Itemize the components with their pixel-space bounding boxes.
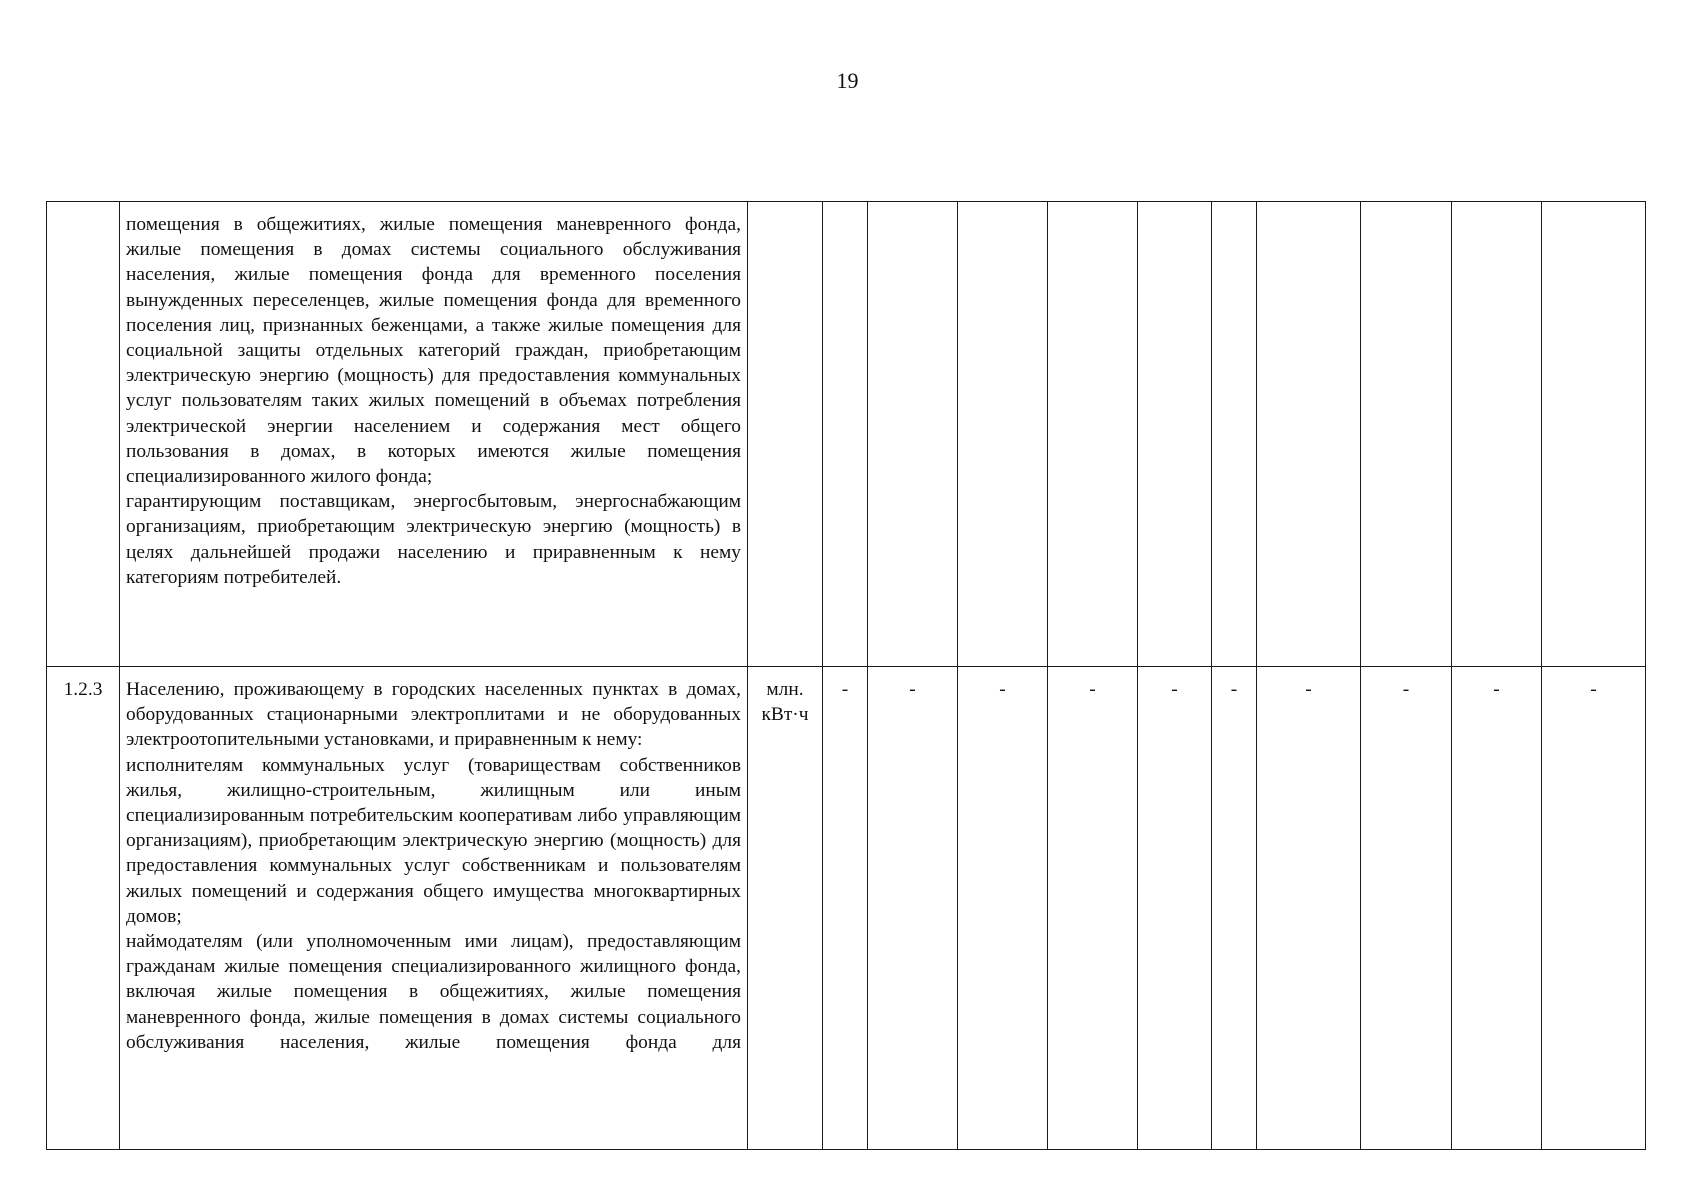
value-cell <box>1452 202 1542 667</box>
description-cell <box>120 202 748 667</box>
unit-line: кВт·ч <box>761 704 809 726</box>
value-cell: - <box>1257 667 1361 1150</box>
value-cell <box>868 202 958 667</box>
description-cell <box>120 667 748 1150</box>
unit-cell <box>748 202 823 667</box>
value-cell: - <box>1212 667 1257 1150</box>
value-cell <box>958 202 1048 667</box>
value-cell: - <box>868 667 958 1150</box>
value-cell <box>1361 202 1452 667</box>
unit-cell <box>748 667 823 1150</box>
unit-line: млн. <box>766 679 804 700</box>
value-cell <box>823 202 868 667</box>
row-number-cell: 1.2.3 <box>47 667 120 1150</box>
description-paragraph: наймодателям (или уполномоченным ими лицам), предоставляющим гражданам жилые помещения специализированного жилищного фонда, включая жилые помещения в общежитиях, жилые помещения маневренного фонда, жилые помещения в домах системы социального обслуживания населения, жилые помещения фонда для <box>126 931 741 1053</box>
description-paragraph: помещения в общежитиях, жилые помещения маневренного фонда, жилые помещения в домах системы социального обслуживания населения, жилые помещения фонда для временного поселения вынужденных переселенцев, жилые помещения фонда для временного поселения лиц, признанных беженцами, а также жилые помещения для социальной защиты отдельных категорий граждан, приобретающим электрическую энергию (мощность) для предоставления коммунальных услуг пользователям таких жилых помещений в объемах потребления электрической энергии населением и содержания мест общего пользования в домах, в которых имеются жилые помещения специализированного жилого фонда; <box>126 214 741 488</box>
description-paragraph: исполнителям коммунальных услуг (товариществам собственников жилья, жилищно-строительным, жилищным или иным специализированным потребительским кооперативам либо управляющим организациям), приобретающим электрическую энергию (мощность) для предоставления коммунальных услуг собственникам и пользователям жилых помещений и содержания общего имущества многоквартирных домов; <box>126 754 741 927</box>
value-cell <box>1138 202 1212 667</box>
value-cell: - <box>1361 667 1452 1150</box>
row-number-cell <box>47 202 120 667</box>
value-cell: - <box>958 667 1048 1150</box>
description-paragraph: Населению, проживающему в городских населенных пунктах в домах, оборудованных стационарными электроплитами и не оборудованных электроотопительными установками, и приравненным к нему: <box>126 679 741 751</box>
tariff-table <box>46 201 1646 1150</box>
table-row <box>47 202 1646 667</box>
value-cell <box>1542 202 1646 667</box>
value-cell: - <box>823 667 868 1150</box>
value-cell <box>1212 202 1257 667</box>
description-paragraph: гарантирующим поставщикам, энергосбытовым, энергоснабжающим организациям, приобретающим электрическую энергию (мощность) в целях дальнейшей продажи населению и приравненным к нему категориям потребителей. <box>126 491 741 588</box>
value-cell <box>1048 202 1138 667</box>
table-row <box>47 667 1646 1150</box>
value-cell: - <box>1048 667 1138 1150</box>
value-cell: - <box>1138 667 1212 1150</box>
value-cell: - <box>1452 667 1542 1150</box>
value-cell <box>1257 202 1361 667</box>
page-number: 19 <box>836 68 859 93</box>
value-cell: - <box>1542 667 1646 1150</box>
